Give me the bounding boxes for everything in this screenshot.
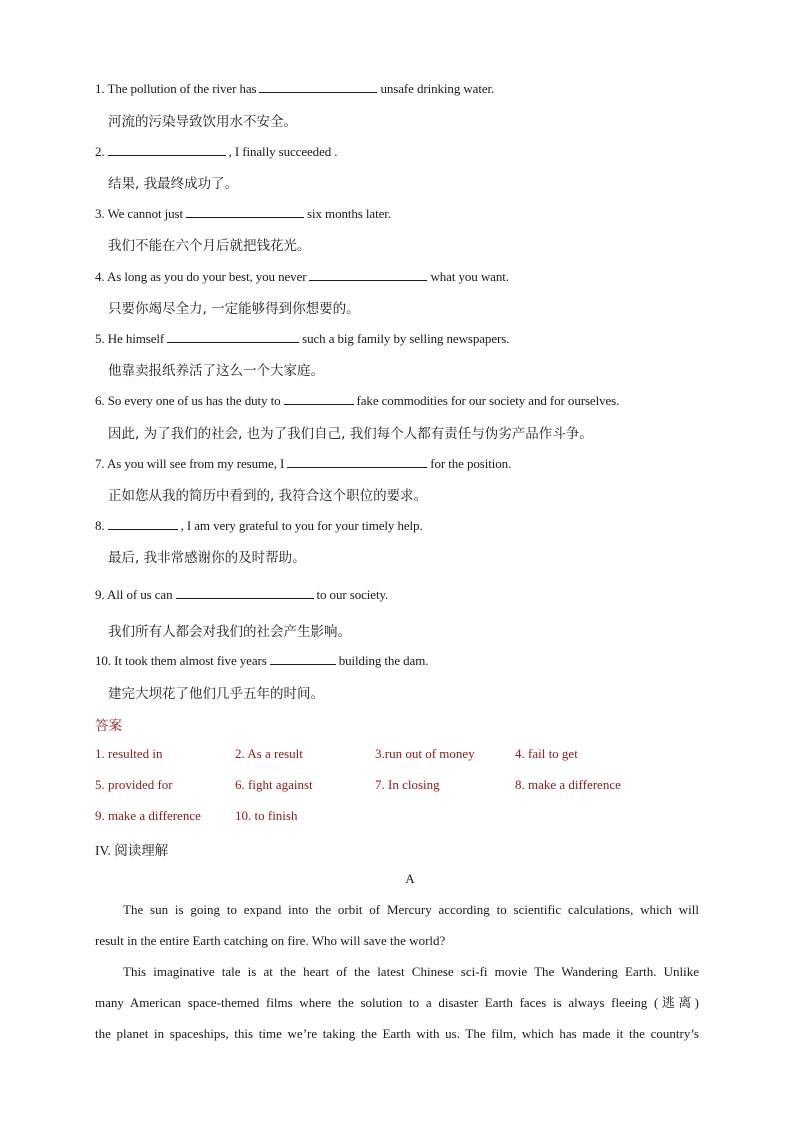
exercise-2-translation: 结果, 我最终成功了。 xyxy=(108,176,239,192)
exercise-number: 9. xyxy=(95,587,105,602)
answer-item: 7. In closing xyxy=(375,777,440,792)
answer-item: 9. make a difference xyxy=(95,808,201,823)
exercise-number: 2. xyxy=(95,144,105,159)
exercise-5-translation: 他靠卖报纸养活了这么一个大家庭。 xyxy=(108,363,324,379)
exercise-number: 8. xyxy=(95,518,105,533)
sentence-after-blank: , I am very grateful to you for your timely help. xyxy=(180,518,423,533)
exercise-10-sentence xyxy=(95,652,428,669)
answer-item: 6. fight against xyxy=(235,777,313,792)
passage-paragraph-1 xyxy=(95,894,699,956)
answer-blank[interactable] xyxy=(309,268,427,281)
sentence-after-blank: building the dam. xyxy=(338,653,429,668)
exercise-3-translation: 我们不能在六个月后就把钱花光。 xyxy=(108,238,311,254)
sentence-after-blank: six months later. xyxy=(307,206,391,221)
answer-blank[interactable] xyxy=(287,455,427,468)
sentence-before-blank: He himself xyxy=(107,331,165,346)
exercise-number: 1. xyxy=(95,81,105,96)
exercise-7-translation: 正如您从我的简历中看到的, 我符合这个职位的要求。 xyxy=(108,488,428,504)
sentence-before-blank: We cannot just xyxy=(107,206,184,221)
sentence-after-blank: such a big family by selling newspapers. xyxy=(302,331,510,346)
exercise-number: 10. xyxy=(95,653,111,668)
answers-heading: 答案 xyxy=(95,718,122,734)
sentence-before-blank: All of us can xyxy=(107,587,173,602)
exercise-4-sentence xyxy=(95,268,509,285)
sentence-after-blank: , I finally succeeded . xyxy=(228,144,338,159)
answer-blank[interactable] xyxy=(108,143,226,156)
sentence-after-blank: for the position. xyxy=(430,456,512,471)
paragraph-line: result in the entire Earth catching on fire. Who will save the world? xyxy=(95,933,446,948)
answer-blank[interactable] xyxy=(167,330,299,343)
answer-item: 4. fail to get xyxy=(515,746,578,761)
exercise-number: 7. xyxy=(95,456,105,471)
paragraph-line: the planet in spaceships, this time we’re taking the Earth with us. The film, which has made it the country’s xyxy=(95,1026,699,1041)
sentence-before-blank: The pollution of the river has xyxy=(107,81,257,96)
answer-blank[interactable] xyxy=(270,652,336,665)
exercise-8-sentence xyxy=(95,517,423,534)
answer-item: 1. resulted in xyxy=(95,746,163,761)
exercise-9-sentence xyxy=(95,586,388,603)
answer-blank[interactable] xyxy=(176,586,314,599)
exercise-number: 3. xyxy=(95,206,105,221)
exercise-10-translation: 建完大坝花了他们几乎五年的时间。 xyxy=(108,686,324,702)
exercise-2-sentence xyxy=(95,143,337,160)
sentence-before-blank: It took them almost five years xyxy=(114,653,267,668)
exercise-6-translation: 因此, 为了我们的社会, 也为了我们自己, 我们每个人都有责任与伪劣产品作斗争。 xyxy=(108,426,593,442)
exercise-1-sentence xyxy=(95,80,494,97)
exercise-3-sentence xyxy=(95,205,391,222)
answer-blank[interactable] xyxy=(284,392,354,405)
exercise-7-sentence xyxy=(95,455,511,472)
exercise-5-sentence xyxy=(95,330,509,347)
exercise-6-sentence xyxy=(95,392,619,409)
answer-blank[interactable] xyxy=(186,205,304,218)
sentence-before-blank: So every one of us has the duty to xyxy=(107,393,281,408)
paragraph-line: many American space-themed films where the solution to a disaster Earth faces is always fleeing (逃离) xyxy=(95,995,699,1010)
exercise-1-translation: 河流的污染导致饮用水不安全。 xyxy=(108,114,297,130)
exercise-4-translation: 只要你竭尽全力, 一定能够得到你想要的。 xyxy=(108,301,360,317)
paragraph-line: This imaginative tale is at the heart of the latest Chinese sci-fi movie The Wandering Earth. Unlike xyxy=(123,964,699,979)
exercise-number: 4. xyxy=(95,269,105,284)
sentence-after-blank: what you want. xyxy=(430,269,509,284)
answer-item: 5. provided for xyxy=(95,777,173,792)
section-title: 阅读理解 xyxy=(114,843,169,859)
passage-label: A xyxy=(405,871,415,886)
answer-item: 3.run out of money xyxy=(375,746,475,761)
answer-item: 10. to finish xyxy=(235,808,298,823)
section-numeral: IV. xyxy=(95,843,111,858)
exercise-number: 6. xyxy=(95,393,105,408)
passage-paragraph-2 xyxy=(95,956,699,1049)
sentence-after-blank: fake commodities for our society and for ourselves. xyxy=(356,393,620,408)
sentence-before-blank: As you will see from my resume, I xyxy=(107,456,285,471)
exercise-8-translation: 最后, 我非常感谢你的及时帮助。 xyxy=(108,550,306,566)
answer-item: 8. make a difference xyxy=(515,777,621,792)
exercise-number: 5. xyxy=(95,331,105,346)
sentence-after-blank: to our society. xyxy=(316,587,389,602)
sentence-after-blank: unsafe drinking water. xyxy=(380,81,495,96)
exercise-9-translation: 我们所有人都会对我们的社会产生影响。 xyxy=(108,624,351,640)
section-heading xyxy=(95,839,168,859)
answer-blank[interactable] xyxy=(108,517,178,530)
answer-item: 2. As a result xyxy=(235,746,303,761)
answer-blank[interactable] xyxy=(259,80,377,93)
sentence-before-blank: As long as you do your best, you never xyxy=(107,269,307,284)
paragraph-line: The sun is going to expand into the orbit of Mercury according to scientific calculations, which will xyxy=(123,902,699,917)
